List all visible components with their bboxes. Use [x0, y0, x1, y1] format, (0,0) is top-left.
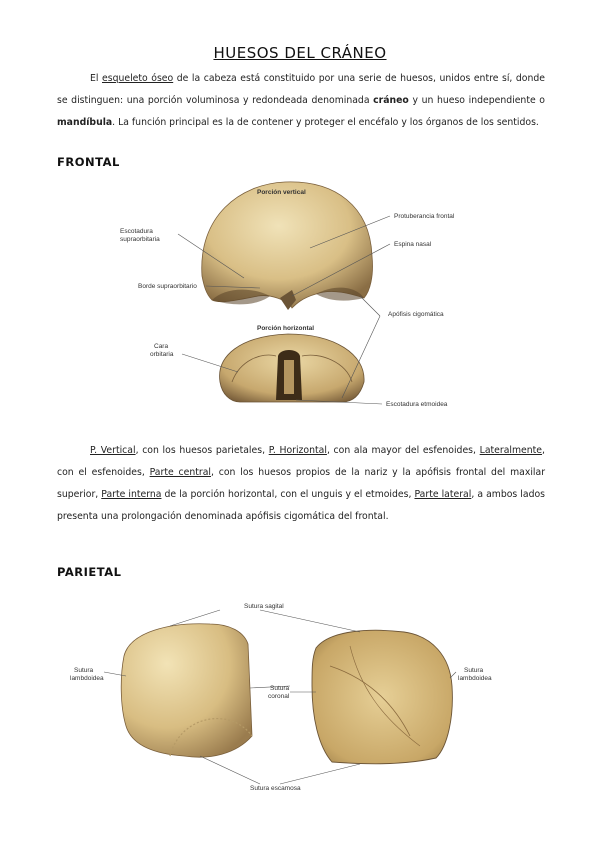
intro-link-esqueleto: esqueleto óseo: [102, 73, 174, 84]
intro-text: y un hueso independiente o: [408, 95, 545, 106]
frontal-description-paragraph: [57, 440, 545, 528]
frontal-bone-figure: [120, 176, 500, 412]
label-cara-1: Cara: [154, 343, 169, 350]
frontal-term-lateralmente: Lateralmente: [479, 445, 543, 456]
label-sutura-coronal-1: Sutura: [270, 685, 290, 692]
label-escotadura-2: supraorbitaria: [120, 236, 160, 243]
frontal-text: , con los huesos parietales,: [135, 445, 269, 456]
frontal-text: , con ala mayor del esfenoides,: [326, 445, 480, 456]
frontal-term-p-horizontal: P. Horizontal: [268, 445, 327, 456]
intro-bold-craneo: cráneo: [373, 95, 409, 106]
label-sutura-coronal-2: coronal: [268, 693, 290, 700]
label-sutura-lambdoidea-right-1: Sutura: [464, 667, 484, 674]
section-heading-parietal: PARIETAL: [57, 565, 122, 579]
intro-text: de la cabeza está constituido por una serie de huesos, unidos entre sí, donde se distinguen: una porción voluminosa y redondeada denominada: [57, 73, 545, 106]
label-sutura-lambdoidea-left-2: lambdoidea: [70, 675, 104, 682]
label-sutura-lambdoidea-right-2: lambdoidea: [458, 675, 492, 682]
label-sutura-sagital: Sutura sagital: [244, 603, 284, 610]
page-title: HUESOS DEL CRÁNEO: [213, 44, 387, 62]
intro-paragraph: [57, 68, 545, 134]
frontal-text: , a ambos lados presenta una prolongación denominada apófisis cigomática del frontal.: [57, 489, 545, 522]
label-protuberancia-frontal: Protuberancia frontal: [394, 213, 455, 220]
intro-text: El: [90, 73, 102, 84]
parietal-left-outer: [121, 624, 252, 757]
frontal-term-parte-central: Parte central: [149, 467, 211, 478]
section-heading-frontal: FRONTAL: [57, 155, 120, 169]
label-sutura-lambdoidea-left-1: Sutura: [74, 667, 94, 674]
label-porcion-vertical: Porción vertical: [257, 189, 306, 196]
intro-text: . La función principal es la de contener y proteger el encéfalo y los órganos de los sentidos.: [112, 117, 539, 128]
label-porcion-horizontal: Porción horizontal: [257, 325, 315, 332]
label-apofisis-cigomatica: Apófisis cigomática: [388, 311, 444, 318]
frontal-text: , con los huesos propios de la nariz y la apófisis frontal del maxilar superior,: [57, 467, 546, 500]
label-cara-2: orbitaria: [150, 351, 174, 358]
frontal-term-p-vertical: P. Vertical: [90, 445, 136, 456]
frontal-text: de la porción horizontal, con el unguis y el etmoides,: [161, 489, 415, 500]
intro-bold-mandibula: mandíbula: [57, 117, 113, 128]
label-escotadura-1: Escotadura: [120, 228, 153, 235]
frontal-term-parte-interna: Parte interna: [101, 489, 162, 500]
label-escotadura-etmoidea: Escotadura etmoidea: [386, 401, 448, 408]
frontal-text: , con el esfenoides,: [57, 445, 545, 478]
label-espina-nasal: Espina nasal: [394, 241, 432, 248]
label-borde-supraorbitario: Borde supraorbitario: [138, 283, 197, 290]
label-sutura-escamosa: Sutura escamosa: [250, 785, 301, 792]
frontal-term-parte-lateral: Parte lateral: [414, 489, 472, 500]
parietal-bone-figure: [60, 596, 540, 796]
